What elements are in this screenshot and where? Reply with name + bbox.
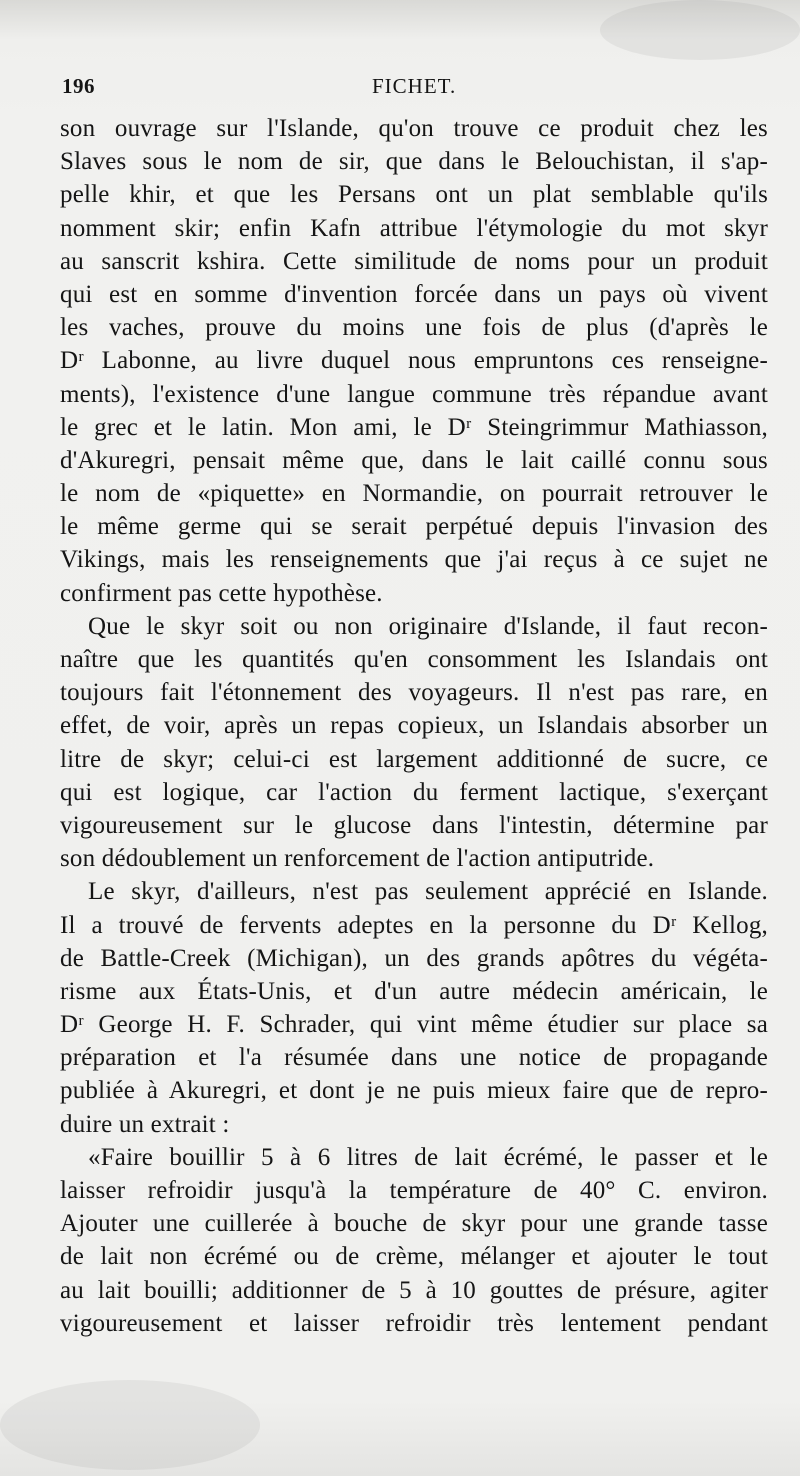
text-line: Vikings, mais les renseignements que j'ai reçus à ce sujet ne — [60, 546, 768, 574]
text-line: qui est logique, car l'action du ferment lactique, s'exerçant — [60, 778, 768, 806]
text-line: risme aux États-Unis, et d'un autre médecin américain, le — [60, 977, 768, 1005]
text-line: le grec et le latin. Mon ami, le Dʳ Steingrimmur Mathiasson, — [60, 413, 768, 441]
text-line: nomment skir; enfin Kafn attribue l'étymologie du mot skyr — [60, 214, 768, 242]
text-line: laisser refroidir jusqu'à la température de 40° C. environ. — [60, 1177, 768, 1204]
body-text — [60, 112, 768, 1340]
text-line: le même germe qui se serait perpétué depuis l'invasion des — [60, 513, 768, 541]
text-line: vigoureusement sur le glucose dans l'intestin, détermine par — [60, 811, 768, 839]
text-line: effet, de voir, après un repas copieux, un Islandais absorber un — [60, 712, 768, 740]
text-line: Ajouter une cuillerée à bouche de skyr pour une grande tasse — [60, 1210, 768, 1238]
text-line: vigoureusement et laisser refroidir très lentement pendant — [60, 1309, 768, 1337]
page-header — [62, 74, 762, 104]
text-line: naître que les quantités qu'en consomment les Islandais ont — [60, 646, 768, 673]
text-line: de lait non écrémé ou de crème, mélanger et ajouter le tout — [60, 1243, 768, 1271]
text-line: son ouvrage sur l'Islande, qu'on trouve ce produit chez les — [60, 115, 768, 142]
page-smudge — [0, 1380, 260, 1470]
text-line: Que le skyr soit ou non originaire d'Islande, il faut recon- — [88, 612, 768, 640]
text-line: Il a trouvé de fervents adeptes en la personne du Dʳ Kellog, — [60, 911, 768, 939]
text-line: Le skyr, d'ailleurs, n'est pas seulement apprécié en Islande. — [88, 878, 768, 906]
text-line: de Battle-Creek (Michigan), un des grands apôtres du végéta- — [60, 944, 768, 972]
page-smudge — [600, 0, 800, 60]
running-head: FICHET. — [372, 74, 457, 98]
text-line: au lait bouilli; additionner de 5 à 10 gouttes de présure, agiter — [60, 1276, 768, 1304]
text-line: duire un extrait : — [60, 1110, 230, 1138]
text-line: au sanscrit kshira. Cette similitude de noms pour un produit — [60, 247, 768, 275]
text-line: publiée à Akuregri, et dont je ne puis mieux faire que de repro- — [60, 1077, 768, 1105]
text-line: d'Akuregri, pensait même que, dans le lait caillé connu sous — [60, 446, 768, 474]
text-line: ments), l'existence d'une langue commune très répandue avant — [60, 380, 768, 408]
text-line: litre de skyr; celui-ci est largement additionné de sucre, ce — [60, 745, 768, 773]
text-line: Dʳ George H. F. Schrader, qui vint même étudier sur place sa — [60, 1011, 768, 1039]
text-line: les vaches, prouve du moins une fois de plus (d'après le — [60, 314, 768, 342]
text-line: le nom de «piquette» en Normandie, on pourrait retrouver le — [60, 480, 768, 508]
text-line: «Faire bouillir 5 à 6 litres de lait écrémé, le passer et le — [88, 1143, 768, 1171]
page-number: 196 — [62, 74, 95, 98]
text-line: qui est en somme d'invention forcée dans un pays où vivent — [60, 280, 768, 308]
text-line: son dédoublement un renforcement de l'action antiputride. — [60, 845, 655, 873]
text-line: Slaves sous le nom de sir, que dans le Belouchistan, il s'ap- — [60, 148, 768, 176]
text-line: Dʳ Labonne, au livre duquel nous empruntons ces renseigne- — [60, 347, 768, 375]
text-line: confirment pas cette hypothèse. — [60, 579, 383, 607]
text-line: préparation et l'a résumée dans une notice de propagande — [60, 1044, 768, 1072]
text-line: pelle khir, et que les Persans ont un plat semblable qu'ils — [60, 181, 768, 209]
text-line: toujours fait l'étonnement des voyageurs. Il n'est pas rare, en — [60, 679, 768, 707]
